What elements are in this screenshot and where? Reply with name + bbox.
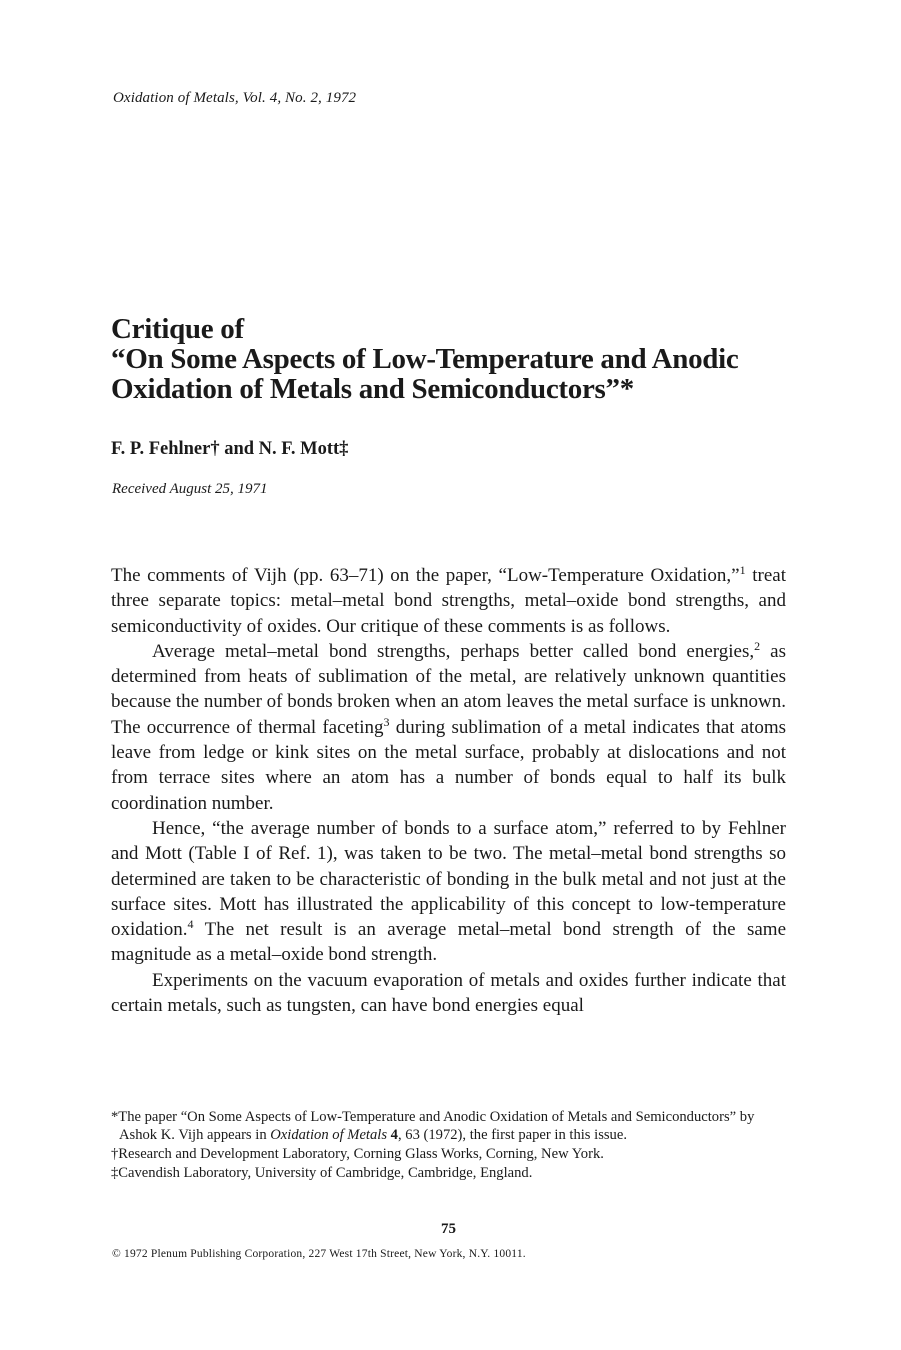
running-head: Oxidation of Metals, Vol. 4, No. 2, 1972 <box>113 90 357 106</box>
paragraph-4: Experiments on the vacuum evaporation of metals and oxides further indicate that certain metals, such as tungsten, can have bond energies equal <box>111 969 786 1017</box>
title-line-1: Critique of <box>111 313 244 345</box>
body-text <box>111 563 786 1018</box>
paragraph-2-text-a: Average metal–metal bond strengths, perhaps better called bond energies, <box>152 640 755 662</box>
paragraph-2 <box>111 639 786 816</box>
footnote-double-dagger: ‡Cavendish Laboratory, University of Cambridge, Cambridge, England. <box>111 1165 533 1181</box>
reference-marker-4: 4 <box>187 917 194 932</box>
reference-marker-2: 2 <box>754 638 761 653</box>
footnote-journal-name: Oxidation of Metals <box>270 1127 388 1143</box>
footnote-star <box>111 1108 786 1144</box>
footnote-volume: 4 <box>390 1127 398 1143</box>
title-line-3: Oxidation of Metals and Semiconductors”* <box>111 373 634 405</box>
footnotes <box>111 1108 786 1182</box>
paragraph-1-text-b: treat three separate topics: metal–metal bond strengths, metal–oxide bond strengths, and semiconductivity of oxides. Our critique of these comments is as follows. <box>111 565 786 637</box>
footnote-star-text-b: , 63 (1972), the first paper in this issue. <box>397 1127 627 1143</box>
footnote-dagger: †Research and Development Laboratory, Corning Glass Works, Corning, New York. <box>111 1146 604 1162</box>
paragraph-1-text-a: The comments of Vijh (pp. 63–71) on the paper, “Low-Temperature Oxidation,” <box>111 565 740 586</box>
paragraph-3-text-b: The net result is an average metal–metal bond strength of the same magnitude as a metal–oxide bond strength. <box>111 919 786 966</box>
paragraph-1 <box>111 563 786 639</box>
paragraph-2-text-b: as determined from heats of sublimation of the metal, are relatively unknown quantities because the number of bonds broken when an atom leaves the metal surface is unknown. The occurrence of thermal faceting <box>111 640 786 738</box>
paragraph-2-text-c: during sublimation of a metal indicates that atoms leave from ledge or kink sites on the metal surface, probably at dislocations and not from terrace sites where an atom has a number of bonds equal to half its bulk coordination number. <box>111 716 786 814</box>
page-number: 75 <box>441 1221 456 1237</box>
article-title <box>111 314 831 404</box>
reference-marker-3: 3 <box>383 714 390 729</box>
paragraph-3-text-a: Hence, “the average number of bonds to a surface atom,” referred to by Fehlner and Mott (Table I of Ref. 1), was taken to be two. The metal–metal bond strengths so determined are taken to be characteristic of bonding in the bulk metal and not just at the surface sites. Mott has illustrated the applicability of this concept to low-temperature oxidation. <box>111 817 786 941</box>
title-line-2: “On Some Aspects of Low-Temperature and Anodic <box>111 343 739 375</box>
author-line: F. P. Fehlner† and N. F. Mott‡ <box>111 439 349 459</box>
received-date: Received August 25, 1971 <box>112 481 268 497</box>
footnote-star-text-a: *The paper “On Some Aspects of Low-Temperature and Anodic Oxidation of Metals and Semiconductors” by Ashok K. Vijh appears in <box>111 1109 755 1143</box>
paragraph-3 <box>111 816 786 968</box>
reference-marker-1: 1 <box>739 563 746 577</box>
copyright-line: © 1972 Plenum Publishing Corporation, 227 West 17th Street, New York, N.Y. 10011. <box>112 1248 526 1260</box>
